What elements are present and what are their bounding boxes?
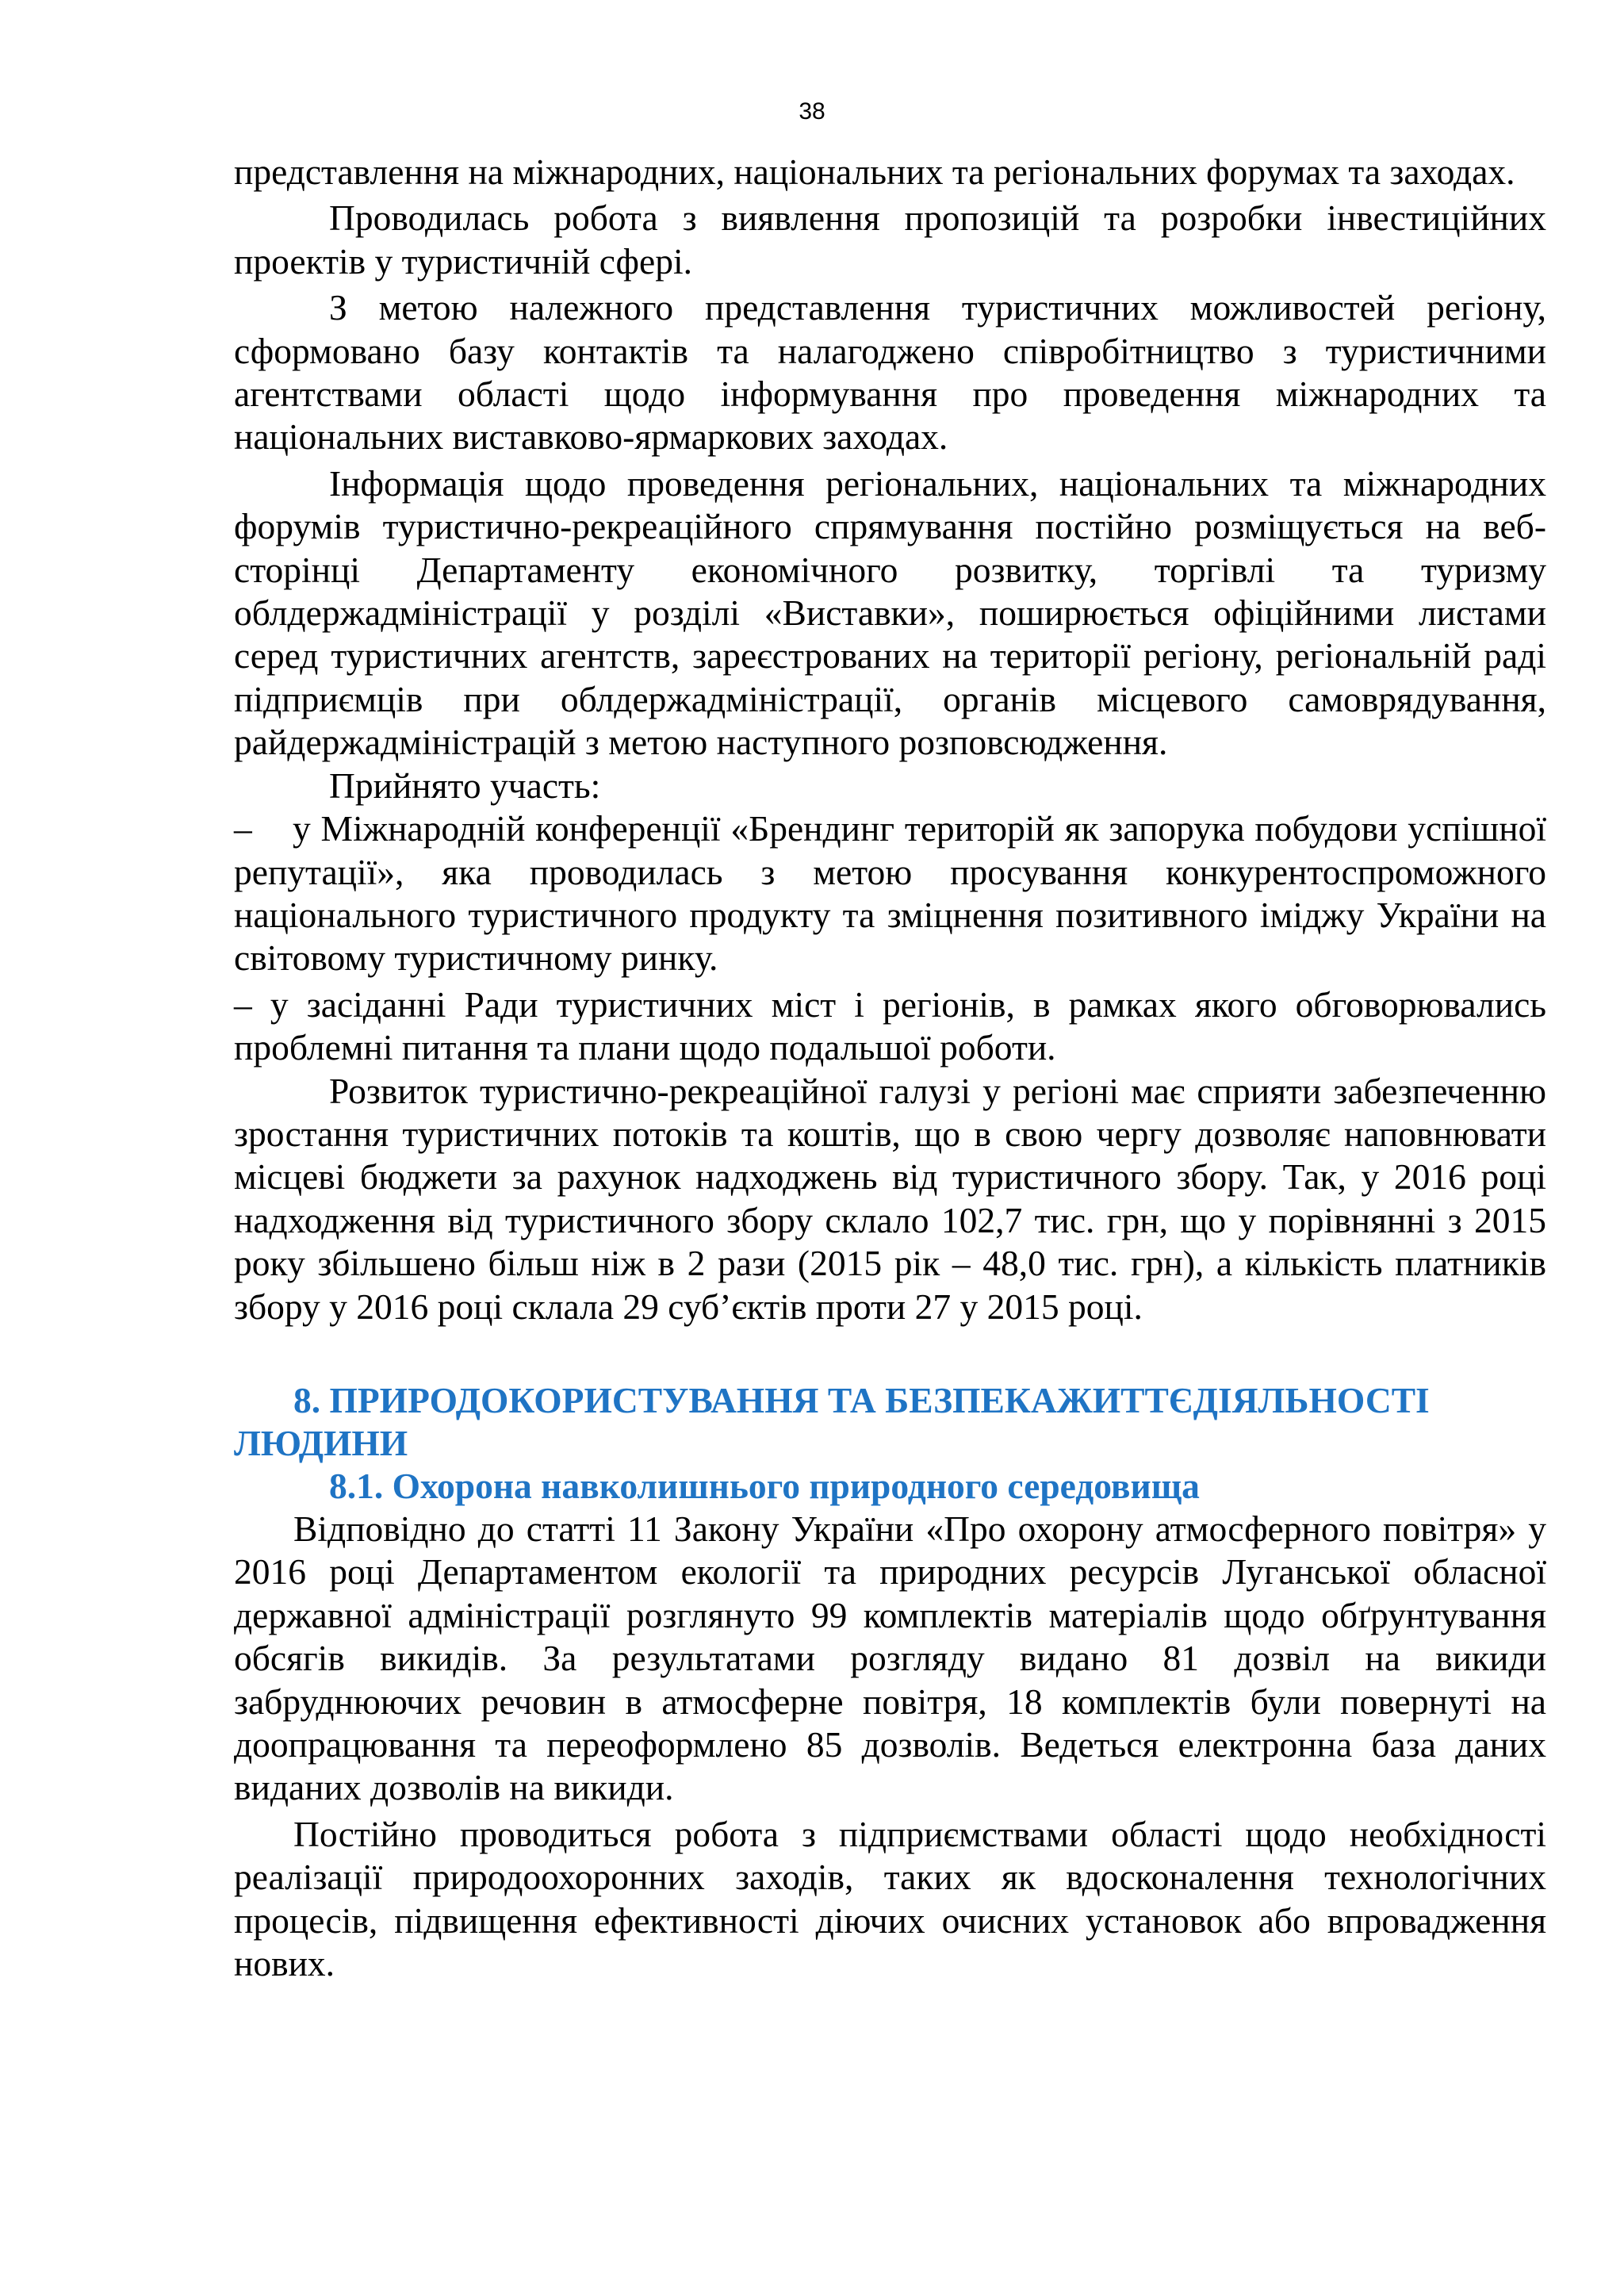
page-number: 38	[799, 98, 825, 125]
list-item-council-meeting	[234, 983, 1546, 1070]
list-item-conference	[234, 807, 1546, 980]
list-item-conference-text: у Міжнародній конференції «Брендинг територій як запорука побудови успішної репутації», яка проводилась з метою просування конкурентоспроможного національного туристичного продукту та зміцнення позитивного іміджу України на світовому туристичному ринку.	[234, 808, 1546, 979]
list-dash: –	[234, 808, 252, 849]
paragraph-enterprise-work: Постійно проводиться робота з підприємствами області щодо необхідності реалізації природоохоронних заходів, таких як вдосконалення технологічних процесів, підвищення ефективності діючих очисних установок або впровадження нових.	[234, 1813, 1546, 1984]
paragraph-investment-proposals: Проводилась робота з виявлення пропозицій та розробки інвестиційних проектів у туристичній сфері.	[234, 197, 1546, 282]
paragraph-participation-intro: Прийнято участь:	[329, 765, 601, 806]
paragraph-forums-continuation: представлення на міжнародних, національних та регіональних форумах та заходах.	[234, 151, 1515, 192]
paragraph-tourist-tax: Розвиток туристично-рекреаційної галузі у регіоні має сприяти забезпеченню зростання туристичних потоків та коштів, що в свою чергу дозволяє наповнювати місцеві бюджети за рахунок надходжень від туристичного збору. Так, у 2016 році надходження від туристичного збору склало 102,7 тис. грн, що у порівнянні з 2015 року збільшено більш ніж в 2 рази (2015 рік – 48,0 тис. грн), а кількість платників збору у 2016 році склала 29 суб’єктів проти 27 у 2015 році.	[234, 1070, 1546, 1327]
section-heading: 8. ПРИРОДОКОРИСТУВАННЯ ТА БЕЗПЕКАЖИТТЄДІЯЛЬНОСТІ ЛЮДИНИ	[234, 1379, 1430, 1463]
paragraph-emission-permits: Відповідно до статті 11 Закону України «Про охорону атмосферного повітря» у 2016 році Департаментом екології та природних ресурсів Луганської обласної державної адміністрації розглянуто 99 комплектів матеріалів щодо обґрунтування обсягів викидів. За результатами розгляду видано 81 дозвіл на викиди забруднюючих речовин в атмосферне повітря, 18 комплектів були повернуті на доопрацювання та переоформлено 85 дозволів. Ведеться електронна база даних виданих дозволів на викиди.	[234, 1508, 1546, 1808]
paragraph-forums-information: Інформація щодо проведення регіональних, національних та міжнародних форумів туристично-рекреаційного спрямування постійно розміщується на веб-сторінці Департаменту економічного розвитку, торгівлі та туризму облдержадміністрації у розділі «Виставки», поширюється офіційними листами серед туристичних агентств, зареєстрованих на території регіону, регіональній раді підприємців при облдержадміністрації, органів місцевого самоврядування, райдержадміністрацій з метою наступного розповсюдження.	[234, 462, 1546, 763]
paragraph-contacts-base: З метою належного представлення туристичних можливостей регіону, сформовано базу контактів та налагоджено співробітництво з туристичними агентствами області щодо інформування про проведення міжнародних та національних виставково-ярмаркових заходах.	[234, 287, 1546, 458]
list-dash: –	[234, 983, 252, 1025]
page-body	[234, 151, 1546, 1985]
list-item-council-meeting-text: у засіданні Ради туристичних міст і регіонів, в рамках якого обговорювались проблемні питання та плани щодо подальшої роботи.	[234, 983, 1547, 1068]
subsection-heading: 8.1. Охорона навколишнього природного середовища	[329, 1465, 1200, 1506]
